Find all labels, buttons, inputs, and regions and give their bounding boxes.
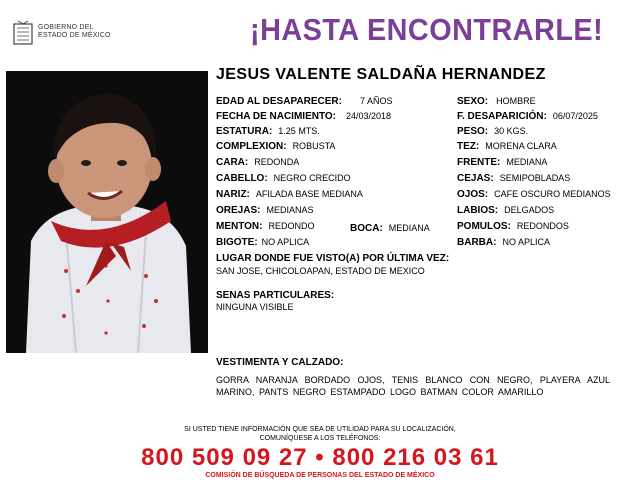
field-cejas [457,173,570,184]
field-value: MORENA CLARA [485,141,557,151]
field-boca [350,223,430,234]
government-logo [12,20,122,46]
field-label: LABIOS: [457,205,499,216]
field-label: POMULOS: [457,221,511,232]
field-value: NEGRO CRECIDO [273,173,351,183]
field-label: COMPLEXION: [216,141,287,152]
person-name: JESUS VALENTE SALDAÑA HERNANDEZ [216,66,546,83]
field-label: CEJAS: [457,173,494,184]
field-sexo [457,96,536,107]
field-value: DELGADOS [504,205,555,215]
field-barba [457,237,550,248]
distinguishing-marks-value: NINGUNA VISIBLE [216,302,294,312]
field-label: PESO: [457,126,489,137]
field-value: REDONDA [254,157,300,167]
field-estatura [216,126,320,137]
commission-name: COMISIÓN DE BÚSQUEDA DE PERSONAS DEL ESTADO DE MÉXICO [205,472,435,479]
field-label: OREJAS: [216,205,261,216]
missing-person-photo [6,71,208,353]
field-label: OJOS: [457,189,489,200]
field-label: BOCA: [350,223,383,234]
field-edad [216,96,392,107]
field-label: BIGOTE: [216,237,258,248]
field-label: SEXO: [457,96,489,107]
field-label: TEZ: [457,141,480,152]
field-value: 30 KGS. [494,126,529,136]
field-label: NARIZ: [216,189,250,200]
field-value: REDONDOS [516,221,569,231]
field-value: 06/07/2025 [552,111,598,121]
field-label: BARBA: [457,237,497,248]
field-value: CAFE OSCURO MEDIANOS [494,189,611,199]
field-peso [457,126,528,137]
contact-note-line-2: COMUNÍQUESE A LOS TELÉFONOS: [259,435,381,442]
distinguishing-marks-label: SENAS PARTICULARES: [216,290,335,301]
field-cara [216,157,299,168]
field-value: SEMIPOBLADAS [499,173,571,183]
field-cabello [216,173,351,184]
field-nariz [216,189,363,200]
clothing-label: VESTIMENTA Y CALZADO: [216,357,344,368]
field-label: FRENTE: [457,157,501,168]
field-label: F. DESAPARICIÓN: [457,111,547,122]
field-orejas [216,205,313,216]
field-tez [457,141,557,152]
field-bigote [216,237,309,248]
field-value: 1.25 MTS. [278,126,320,136]
headline: ¡HASTA ENCONTRARLE! [250,12,604,47]
field-label: ESTATURA: [216,126,273,137]
field-label: MENTON: [216,221,263,232]
contact-note-line-1: SI USTED TIENE INFORMACIÓN QUE SEA DE UTILIDAD PARA SU LOCALIZACIÓN, [184,426,456,433]
field-complexion [216,141,335,152]
field-value: ROBUSTA [292,141,336,151]
field-fecha-desaparicion [457,111,598,122]
state-crest-icon [12,20,34,46]
last-seen-value: SAN JOSE, CHICOLOAPAN, ESTADO DE MEXICO [216,266,425,276]
gov-line-1: GOBIERNO DEL [38,24,94,31]
field-ojos [457,189,611,200]
field-value: MEDIANAS [266,205,314,215]
field-value: NO APLICA [502,237,550,247]
field-value: MEDIANA [506,157,548,167]
field-value: NO APLICA [261,237,310,247]
field-label: EDAD AL DESAPARECER: [216,96,342,107]
field-value: AFILADA BASE MEDIANA [255,189,363,199]
field-value: 7 AÑOS [359,96,393,106]
field-labios [457,205,554,216]
field-label: FECHA DE NACIMIENTO: [216,111,336,122]
field-value: REDONDO [268,221,315,231]
field-value: 24/03/2018 [346,111,392,121]
contact-note [0,425,640,443]
field-value: HOMBRE [496,96,536,106]
field-label: CARA: [216,157,249,168]
field-frente [457,157,547,168]
child-photo-illustration [6,71,208,353]
gov-line-2: ESTADO DE MÉXICO [38,32,111,39]
clothing-value: GORRA NARANJA BORDADO OJOS, TENIS BLANCO CON NEGRO, PLAYERA AZUL MARINO, PANTS NEGRO ESTAMPADO LOGO BATMAN COLOR AMARILLO [216,375,610,397]
field-menton [216,221,315,232]
field-pomulos [457,221,569,232]
field-label: CABELLO: [216,173,268,184]
phone-numbers: 800 509 09 27 • 800 216 03 61 [141,444,499,471]
last-seen-label: LUGAR DONDE FUE VISTO(A) POR ÚLTIMA VEZ: [216,253,450,264]
field-value: MEDIANA [388,223,430,233]
field-fecha-nacimiento [216,111,391,122]
